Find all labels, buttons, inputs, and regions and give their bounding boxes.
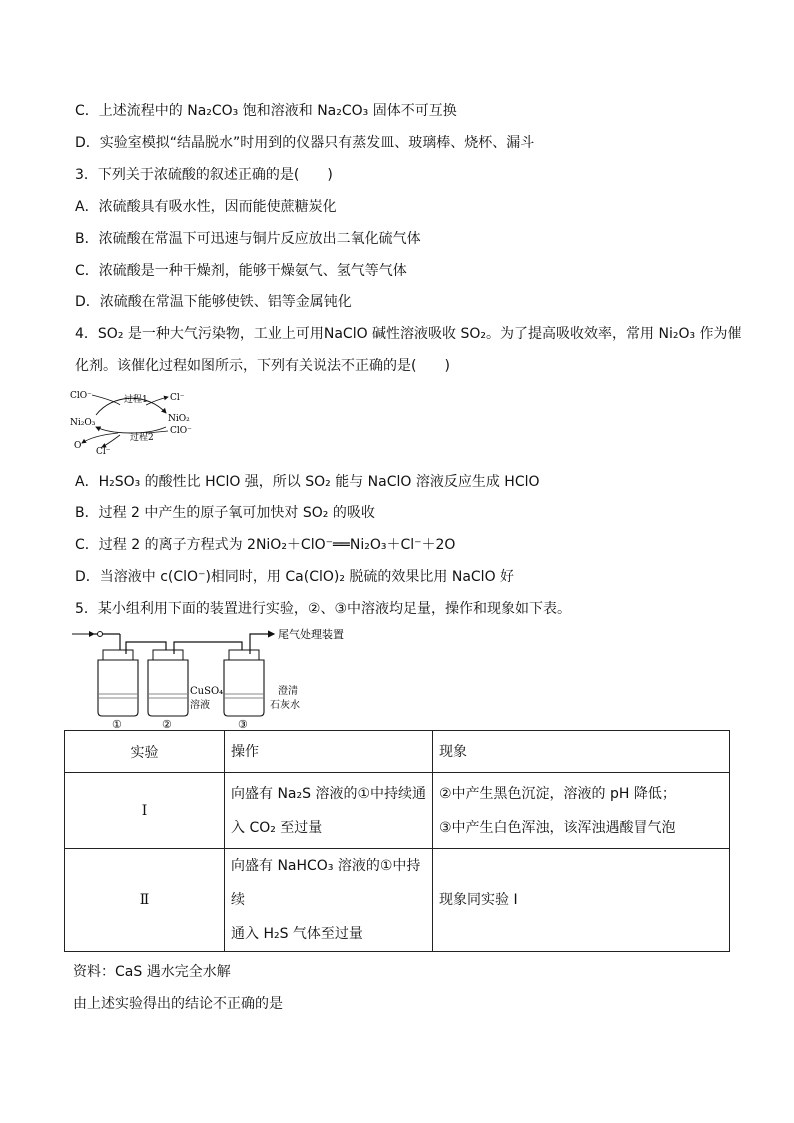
phenomenon-line: ②中产生黑色沉淀，溶液的 pH 降低； — [439, 785, 676, 802]
bottle1-number: ① — [112, 718, 122, 730]
phenomenon-line: 现象同实验 Ⅰ — [439, 892, 518, 908]
diagram-clo-top-left: ClO⁻ — [70, 391, 92, 401]
operation-line: 入 CO₂ 至过量 — [231, 819, 323, 836]
bottle3-label-line1: 澄清 — [278, 686, 298, 697]
diagram-process2-label: 过程2 — [130, 433, 154, 443]
q5-question: 由上述实验得出的结论不正确的是 — [73, 996, 283, 1012]
diagram-nio2: NiO₂ — [168, 414, 190, 424]
bottle2-label-line1: CuSO₄ — [190, 686, 224, 697]
operation-cell — [225, 773, 433, 849]
q5-stem: 5．某小组利用下面的装置进行实验，②、③中溶液均足量，操作和现象如下表。 — [75, 601, 572, 617]
table-row — [65, 773, 730, 849]
q4-stem-line1: 4．SO₂ 是一种大气污染物，工业上可用NaClO 碱性溶液吸收 SO₂。为了提高吸收效率，常用 Ni₂O₃ 作为催 — [75, 326, 742, 342]
q3-option-b: B．浓硫酸在常温下可迅速与铜片反应放出二氧化硫气体 — [75, 231, 421, 247]
header-experiment: 实验 — [65, 731, 225, 773]
q2-option-d: D．实验室模拟“结晶脱水”时用到的仪器只有蒸发皿、玻璃棒、烧杯、漏斗 — [75, 135, 535, 151]
q3-stem: 3．下列关于浓硫酸的叙述正确的是( ) — [75, 167, 333, 183]
diagram-ni2o3: Ni₂O₃ — [70, 418, 96, 428]
bottle-3 — [224, 650, 264, 716]
diagram-clo-bottom-right: ClO⁻ — [170, 426, 192, 436]
diagram-cl-bottom: Cl⁻ — [96, 447, 111, 455]
bottle2-label-line2: 溶液 — [190, 700, 210, 711]
phenomenon-cell — [433, 849, 730, 952]
q2-option-c: C．上述流程中的 Na₂CO₃ 饱和溶液和 Na₂CO₃ 固体不可互换 — [75, 103, 457, 119]
table-header-row — [65, 731, 730, 773]
operation-cell — [225, 849, 433, 952]
q3-option-d: D．浓硫酸在常温下能够使铁、铝等金属钝化 — [75, 294, 352, 310]
experiment-table — [64, 730, 730, 952]
header-operation: 操作 — [225, 731, 433, 773]
q4-option-d: D．当溶液中 c(ClO⁻)相同时，用 Ca(ClO)₂ 脱硫的效果比用 NaClO 好 — [75, 569, 515, 585]
diagram-o: O — [74, 441, 82, 451]
q3-option-c: C．浓硫酸是一种干燥剂，能够干燥氨气、氢气等气体 — [75, 263, 407, 279]
bottle-1 — [98, 650, 138, 716]
phenomenon-line: ③中产生白色浑浊，该浑浊遇酸冒气泡 — [439, 819, 676, 836]
operation-line: 通入 H₂S 气体至过量 — [231, 926, 363, 942]
q5-note: 资料：CaS 遇水完全水解 — [73, 964, 231, 980]
diagram-cl-top-right: Cl⁻ — [170, 393, 185, 403]
bottle2-number: ② — [162, 718, 172, 730]
q4-option-a: A．H₂SO₃ 的酸性比 HClO 强，所以 SO₂ 能与 NaClO 溶液反应生成 HClO — [75, 474, 540, 490]
experiment-id: Ⅰ — [65, 773, 225, 849]
q4-stem-line2: 化剂。该催化过程如图所示，下列有关说法不正确的是( ) — [75, 358, 450, 374]
operation-line: 向盛有 NaHCO₃ 溶液的①中持续 — [231, 858, 421, 908]
bottle-2 — [148, 650, 188, 716]
phenomenon-cell — [433, 773, 730, 849]
operation-line: 向盛有 Na₂S 溶液的①中持续通 — [231, 785, 427, 802]
bottle3-number: ③ — [238, 718, 248, 730]
header-phenomenon: 现象 — [433, 731, 730, 773]
table-row — [65, 849, 730, 952]
bottle3-label-line2: 石灰水 — [270, 700, 300, 711]
q3-option-a: A．浓硫酸具有吸水性，因而能使蔗糖炭化 — [75, 199, 337, 215]
tail-gas-label: 尾气处理装置 — [278, 628, 344, 641]
gas-washing-apparatus-diagram — [70, 624, 360, 730]
catalysis-cycle-diagram — [68, 385, 198, 455]
q4-option-c: C．过程 2 的离子方程式为 2NiO₂＋ClO⁻══Ni₂O₃＋Cl⁻＋2O — [75, 537, 456, 553]
experiment-id: Ⅱ — [65, 849, 225, 952]
q4-option-b: B．过程 2 中产生的原子氧可加快对 SO₂ 的吸收 — [75, 505, 375, 521]
diagram-process1-label: 过程1 — [124, 395, 148, 405]
